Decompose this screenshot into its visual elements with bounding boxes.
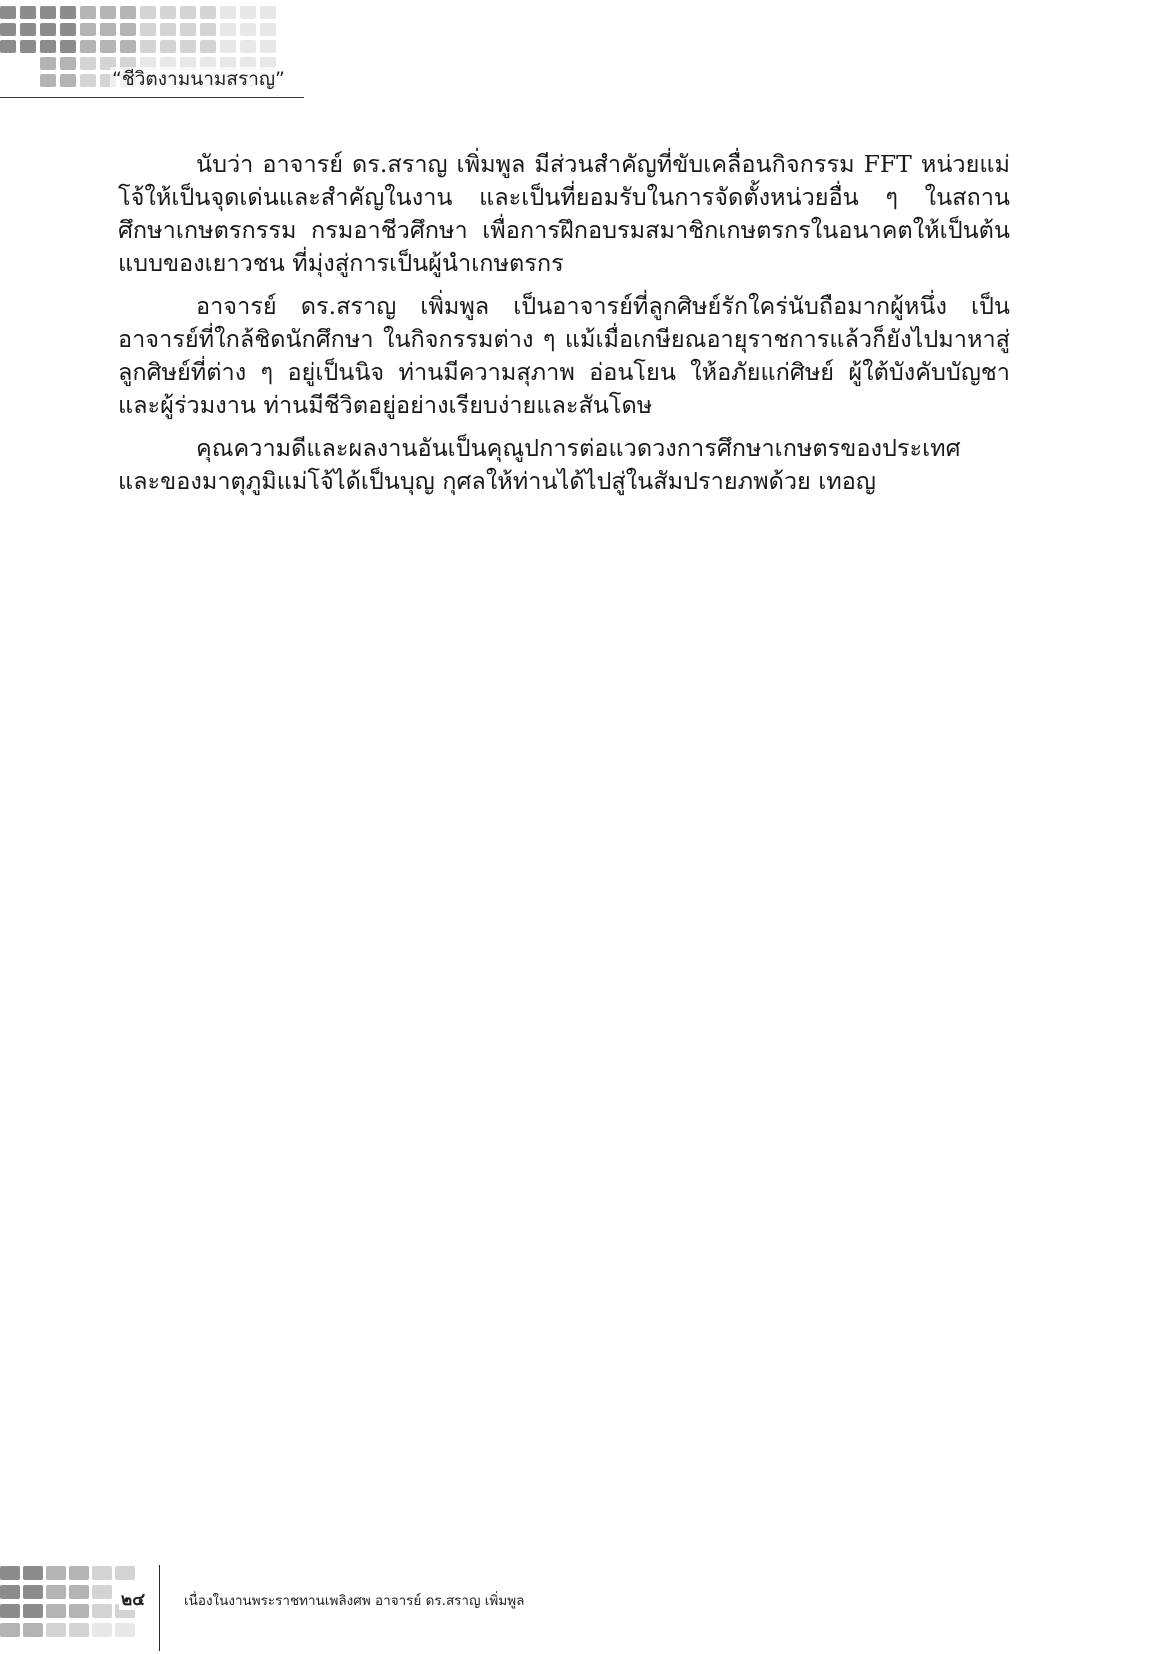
grid-square	[100, 23, 116, 36]
grid-square	[80, 6, 96, 19]
grid-square	[220, 23, 236, 36]
grid-square	[140, 6, 156, 19]
grid-square	[60, 74, 76, 87]
page-number: ๒๔	[121, 1590, 146, 1610]
body-text	[118, 148, 1010, 508]
grid-square	[23, 1623, 43, 1637]
grid-square	[23, 1566, 43, 1580]
grid-square	[60, 23, 76, 36]
grid-square	[180, 40, 196, 53]
grid-square	[40, 6, 56, 19]
grid-square	[100, 40, 116, 53]
running-header-title: “ชีวิตงามนามสราญ”	[112, 68, 285, 90]
grid-square	[80, 57, 96, 70]
grid-square	[140, 40, 156, 53]
grid-square	[115, 1623, 135, 1637]
grid-square	[23, 1604, 43, 1618]
grid-square	[0, 40, 16, 53]
grid-square	[0, 1604, 20, 1618]
header-rule	[0, 97, 304, 98]
grid-square	[40, 40, 56, 53]
grid-square	[20, 23, 36, 36]
grid-square	[60, 57, 76, 70]
grid-square	[69, 1585, 89, 1599]
grid-square	[60, 40, 76, 53]
grid-square	[69, 1623, 89, 1637]
grid-square	[69, 1604, 89, 1618]
grid-square	[260, 23, 276, 36]
grid-square	[46, 1604, 66, 1618]
grid-square	[160, 40, 176, 53]
grid-square	[120, 40, 136, 53]
grid-square	[0, 1585, 20, 1599]
grid-square	[120, 6, 136, 19]
grid-square	[80, 40, 96, 53]
grid-square	[100, 6, 116, 19]
grid-square	[240, 6, 256, 19]
grid-square	[160, 6, 176, 19]
grid-square	[23, 1585, 43, 1599]
grid-square	[0, 6, 16, 19]
grid-square	[120, 23, 136, 36]
grid-square	[0, 1566, 20, 1580]
grid-square	[200, 23, 216, 36]
grid-square	[80, 74, 96, 87]
grid-square	[40, 23, 56, 36]
grid-square	[20, 40, 36, 53]
grid-square	[260, 6, 276, 19]
grid-square	[240, 40, 256, 53]
grid-square	[0, 1623, 20, 1637]
footer-divider	[159, 1565, 160, 1651]
grid-square	[240, 23, 256, 36]
grid-square	[180, 23, 196, 36]
grid-square	[92, 1585, 112, 1599]
grid-square	[20, 6, 36, 19]
paragraph-1: นับว่า อาจารย์ ดร.สราญ เพิ่มพูล มีส่วนสำคัญที่ขับเคลื่อนกิจกรรม FFT หน่วยแม่โจ้ให้เป็นจุดเด่นและสำคัญในงาน และเป็นที่ยอมรับในการจัดตั้งหน่วยอื่น ๆ ในสถานศึกษาเกษตรกรรม กรมอาชีวศึกษา เพื่อการฝึกอบรมสมาชิกเกษตรกรในอนาคตให้เป็นต้นแบบของเยาวชน ที่มุ่งสู่การเป็นผู้นำเกษตรกร	[118, 150, 1010, 277]
grid-square	[200, 40, 216, 53]
grid-square	[92, 1623, 112, 1637]
grid-square	[40, 74, 56, 87]
grid-square	[180, 6, 196, 19]
grid-square	[80, 23, 96, 36]
paragraph-2: อาจารย์ ดร.สราญ เพิ่มพูล เป็นอาจารย์ที่ลูกศิษย์รักใคร่นับถือมากผู้หนึ่ง เป็นอาจารย์ที่ใกล้ชิดนักศึกษา ในกิจกรรมต่าง ๆ แม้เมื่อเกษียณอายุราชการแล้วก็ยังไปมาหาสู่ลูกศิษย์ที่ต่าง ๆ อยู่เป็นนิจ ท่านมีความสุภาพ อ่อนโยน ให้อภัยแก่ศิษย์ ผู้ใต้บังคับบัญชาและผู้ร่วมงาน ท่านมีชีวิตอยู่อย่างเรียบง่ายและสันโดษ	[118, 292, 1010, 419]
grid-square	[92, 1604, 112, 1618]
footer-caption: เนื่องในงานพระราชทานเพลิงศพ อาจารย์ ดร.สราญ เพิ่มพูล	[184, 1593, 525, 1609]
grid-square	[40, 57, 56, 70]
grid-square	[260, 40, 276, 53]
grid-square	[46, 1566, 66, 1580]
grid-square	[160, 23, 176, 36]
grid-square	[46, 1585, 66, 1599]
grid-square	[140, 23, 156, 36]
grid-square	[0, 23, 16, 36]
grid-square	[220, 6, 236, 19]
grid-square	[92, 1566, 112, 1580]
grid-square	[46, 1623, 66, 1637]
grid-square	[115, 1566, 135, 1580]
grid-square	[220, 40, 236, 53]
paragraph-3: คุณความดีและผลงานอันเป็นคุณูปการต่อแวดวงการศึกษาเกษตรของประเทศ และของมาตุภูมิแม่โจ้ได้เป็นบุญ กุศลให้ท่านได้ไปสู่ในสัมปรายภพด้วย เทอญ	[118, 434, 961, 495]
grid-square	[200, 6, 216, 19]
grid-square	[60, 6, 76, 19]
grid-square	[69, 1566, 89, 1580]
